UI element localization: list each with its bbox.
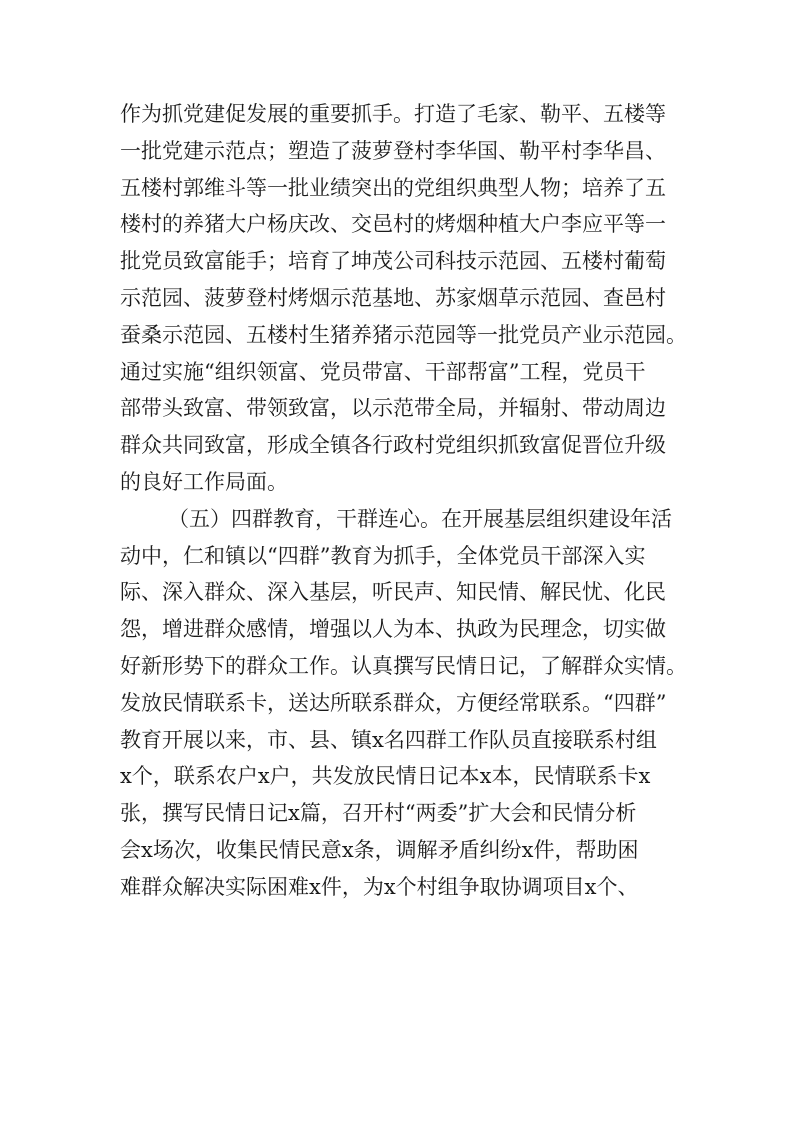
text-line: 示范园、菠萝登村烤烟示范基地、苏家烟草示范园、查邑村 — [120, 285, 666, 310]
text-line: 的良好工作局面。 — [120, 469, 288, 494]
text-line: 作为抓党建促发展的重要抓手。打造了毛家、勒平、五楼等 — [120, 102, 666, 126]
text-line: 部带头致富、带领致富，以示范带全局，并辐射、带动周边 — [120, 396, 666, 421]
text-line: 群众共同致富，形成全镇各行政村党组织抓致富促晋位升级 — [120, 433, 666, 458]
text-line: 张，撰写民情日记x篇，召开村“两委”扩大会和民情分析 — [120, 801, 637, 826]
text-line: 好新形势下的群众工作。认真撰写民情日记，了解群众实情。 — [120, 653, 687, 678]
text-line: 五楼村郭维斗等一批业绩突出的党组织典型人物；培养了五 — [120, 175, 666, 200]
text-line: 楼村的养猪大户杨庆改、交邑村的烤烟种植大户李应平等一 — [120, 212, 666, 237]
text-line: 动中，仁和镇以“四群”教育为抓手，全体党员干部深入实 — [120, 543, 646, 568]
text-line: 批党员致富能手；培育了坤茂公司科技示范园、五楼村葡萄 — [120, 249, 666, 274]
text-line: 通过实施“组织领富、党员带富、干部帮富”工程，党员干 — [120, 359, 646, 384]
text-line: 会x场次，收集民情民意x条，调解矛盾纠纷x件，帮助困 — [120, 837, 639, 862]
text-line: 难群众解决实际困难x件，为x个村组争取协调项目x个、 — [120, 874, 639, 899]
body-text — [120, 96, 690, 906]
text-line: 教育开展以来，市、县、镇x名四群工作队员直接联系村组 — [120, 727, 657, 752]
text-line: x个，联系农户x户，共发放民情日记本x本，民情联系卡x — [120, 764, 651, 789]
text-line: 蚕桑示范园、五楼村生猪养猪示范园等一批党员产业示范园。 — [120, 322, 687, 347]
text-line: 一批党建示范点；塑造了菠萝登村李华国、勒平村李华昌、 — [120, 138, 666, 163]
text-line: 发放民情联系卡，送达所联系群众，方便经常联系。“四群” — [120, 690, 667, 715]
section-heading-line: （五）四群教育，干群连心。在开展基层组织建设年活 — [168, 506, 672, 531]
text-line: 怨，增进群众感情，增强以人为本、执政为民理念，切实做 — [120, 617, 666, 642]
text-line: 际、深入群众、深入基层，听民声、知民情、解民忧、化民 — [120, 580, 666, 605]
